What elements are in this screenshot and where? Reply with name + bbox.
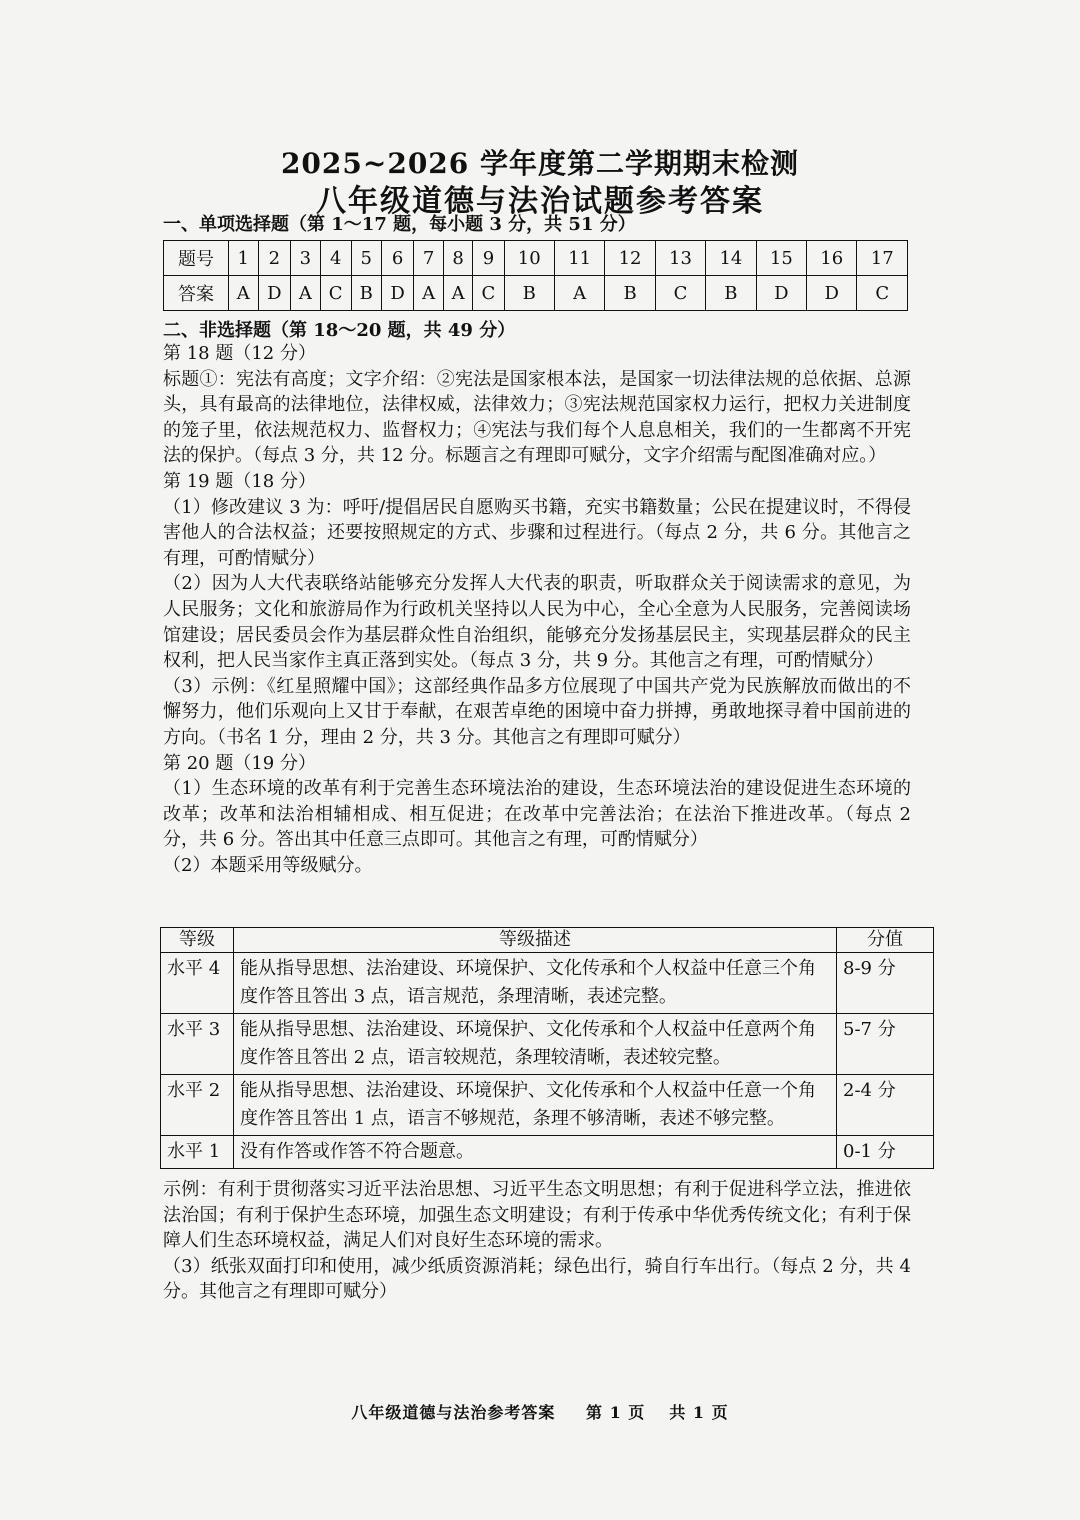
- questions-18-20-text: [163, 341, 911, 878]
- exam-title-line2: 八年级道德与法治试题参考答案: [316, 184, 764, 219]
- score-cell: 2-4 分: [837, 1075, 934, 1136]
- level-cell: 水平 4: [161, 953, 234, 1014]
- answer-cell: C: [655, 276, 705, 311]
- answer-cell: B: [706, 276, 756, 311]
- level-cell: 水平 3: [161, 1014, 234, 1075]
- q19-part2: （2）因为人大代表联络站能够充分发挥人大代表的职责，听取群众关于阅读需求的意见，为人民服务；文化和旅游局作为行政机关坚持以人民为中心，全心全意为人民服务，完善阅读场馆建设；居民委员会作为基层群众性自治组织，能够充分发扬基层民主，实现基层群众的民主权利，把人民当家作主真正落到实处。（每点 3 分，共 9 分。其他言之有理，可酌情赋分）: [163, 573, 911, 672]
- page-footer: [0, 1400, 1080, 1423]
- q20-example: 示例：有利于贯彻落实习近平法治思想、习近平生态文明思想；有利于促进科学立法，推进依法治国；有利于保护生态环境，加强生态文明建设；有利于传承中华优秀传统文化；有利于保障人们生态环境权益，满足人们对良好生态环境的需求。: [163, 1179, 911, 1252]
- question-number: 13: [655, 241, 705, 276]
- section2-heading: 二、非选择题（第 18～20 题，共 49 分）: [163, 320, 516, 341]
- answer-cell: A: [229, 276, 259, 311]
- answer-cell: A: [554, 276, 604, 311]
- q20-part2: （2）本题采用等级赋分。: [163, 854, 373, 876]
- grading-row: [161, 1075, 934, 1136]
- answer-cell: C: [320, 276, 351, 311]
- q20-part3: （3）纸张双面打印和使用，减少纸质资源消耗；绿色出行，骑自行车出行。（每点 2 分，共 4 分。其他言之有理即可赋分）: [163, 1255, 911, 1303]
- description-cell: 能从指导思想、法治建设、环境保护、文化传承和个人权益中任意两个角度作答且答出 2 点，语言较规范，条理较清晰，表述较完整。: [234, 1014, 837, 1075]
- description-cell: 能从指导思想、法治建设、环境保护、文化传承和个人权益中任意三个角度作答且答出 3 点，语言规范，条理清晰，表述完整。: [234, 953, 837, 1014]
- answer-cell: D: [258, 276, 291, 311]
- question-number: 12: [605, 241, 655, 276]
- question-number: 10: [504, 241, 554, 276]
- question-number: 17: [857, 241, 908, 276]
- footer-page-number: 第 1 页: [586, 1403, 646, 1422]
- question-number: 7: [414, 241, 444, 276]
- footer-total-pages: 共 1 页: [669, 1403, 729, 1422]
- answer-cell: C: [857, 276, 908, 311]
- question-number: 14: [706, 241, 756, 276]
- row-label-answer: 答案: [164, 276, 229, 311]
- exam-title-line1: 2025~2026 学年度第二学期期末检测: [280, 147, 800, 180]
- footer-doc-name: 八年级道德与法治参考答案: [351, 1403, 556, 1422]
- question-number: 8: [443, 241, 473, 276]
- score-cell: 5-7 分: [837, 1014, 934, 1075]
- question-number-row: [164, 241, 908, 276]
- q20-part1: （1）生态环境的改革有利于完善生态环境法治的建设，生态环境法治的建设促进生态环境的改革；改革和法治相辅相成、相互促进；在改革中完善法治；在法治下推进改革。（每点 2 分，共 6 分。答出其中任意三点即可。其他言之有理，可酌情赋分）: [163, 778, 911, 851]
- answer-cell: B: [351, 276, 381, 311]
- answer-cell: B: [504, 276, 554, 311]
- answer-cell: A: [414, 276, 444, 311]
- question-number: 11: [554, 241, 604, 276]
- q20-title: 第 20 题（19 分）: [163, 752, 316, 774]
- question-number: 5: [351, 241, 381, 276]
- answer-cell: A: [291, 276, 321, 311]
- grading-level-table: [160, 927, 934, 1169]
- row-label-number: 题号: [164, 241, 229, 276]
- answer-cell: D: [807, 276, 857, 311]
- answer-cell: D: [381, 276, 414, 311]
- question-number: 2: [258, 241, 291, 276]
- q19-part3: （3）示例：《红星照耀中国》；这部经典作品多方位展现了中国共产党为民族解放而做出的不懈努力，他们乐观向上又甘于奉献，在艰苦卓绝的困境中奋力拼搏，勇敢地探寻着中国前进的方向。（书名 1 分，理由 2 分，共 3 分。其他言之有理即可赋分）: [163, 675, 911, 748]
- question-number: 9: [473, 241, 504, 276]
- q19-part1: （1）修改建议 3 为：呼吁/提倡居民自愿购买书籍，充实书籍数量；公民在提建议时，不得侵害他人的合法权益；还要按照规定的方式、步骤和过程进行。（每点 2 分，共 6 分。其他言之有理，可酌情赋分）: [163, 496, 911, 569]
- level-cell: 水平 1: [161, 1136, 234, 1169]
- score-cell: 0-1 分: [837, 1136, 934, 1169]
- header-description: 等级描述: [234, 928, 837, 953]
- answer-cell: D: [756, 276, 806, 311]
- answer-row: [164, 276, 908, 311]
- grading-table-header: [161, 928, 934, 953]
- grading-row: [161, 953, 934, 1014]
- header-level: 等级: [161, 928, 234, 953]
- description-cell: 能从指导思想、法治建设、环境保护、文化传承和个人权益中任意一个角度作答且答出 1 点，语言不够规范，条理不够清晰，表述不够完整。: [234, 1075, 837, 1136]
- question-number: 6: [381, 241, 414, 276]
- question-number: 3: [291, 241, 321, 276]
- grading-row: [161, 1136, 934, 1169]
- score-cell: 8-9 分: [837, 953, 934, 1014]
- header-score: 分值: [837, 928, 934, 953]
- level-cell: 水平 2: [161, 1075, 234, 1136]
- multiple-choice-answer-table: [163, 240, 908, 311]
- description-cell: 没有作答或作答不符合题意。: [234, 1136, 837, 1169]
- answer-cell: C: [473, 276, 504, 311]
- answer-cell: A: [443, 276, 473, 311]
- question-number: 4: [320, 241, 351, 276]
- q20-continued-text: [163, 1177, 911, 1305]
- question-number: 15: [756, 241, 806, 276]
- answer-cell: B: [605, 276, 655, 311]
- grading-row: [161, 1014, 934, 1075]
- q18-answer: 标题①：宪法有高度；文字介绍：②宪法是国家根本法，是国家一切法律法规的总依据、总源头，具有最高的法律地位，法律权威，法律效力；③宪法规范国家权力运行，把权力关进制度的笼子里，依法规范权力、监督权力；④宪法与我们每个人息息相关，我们的一生都离不开宪法的保护。（每点 3 分，共 12 分。标题言之有理即可赋分，文字介绍需与配图准确对应。）: [163, 368, 911, 467]
- section1-heading: 一、单项选择题（第 1～17 题，每小题 3 分，共 51 分）: [163, 214, 636, 235]
- question-number: 16: [807, 241, 857, 276]
- q19-title: 第 19 题（18 分）: [163, 470, 316, 492]
- question-number: 1: [229, 241, 259, 276]
- q18-title: 第 18 题（12 分）: [163, 343, 316, 364]
